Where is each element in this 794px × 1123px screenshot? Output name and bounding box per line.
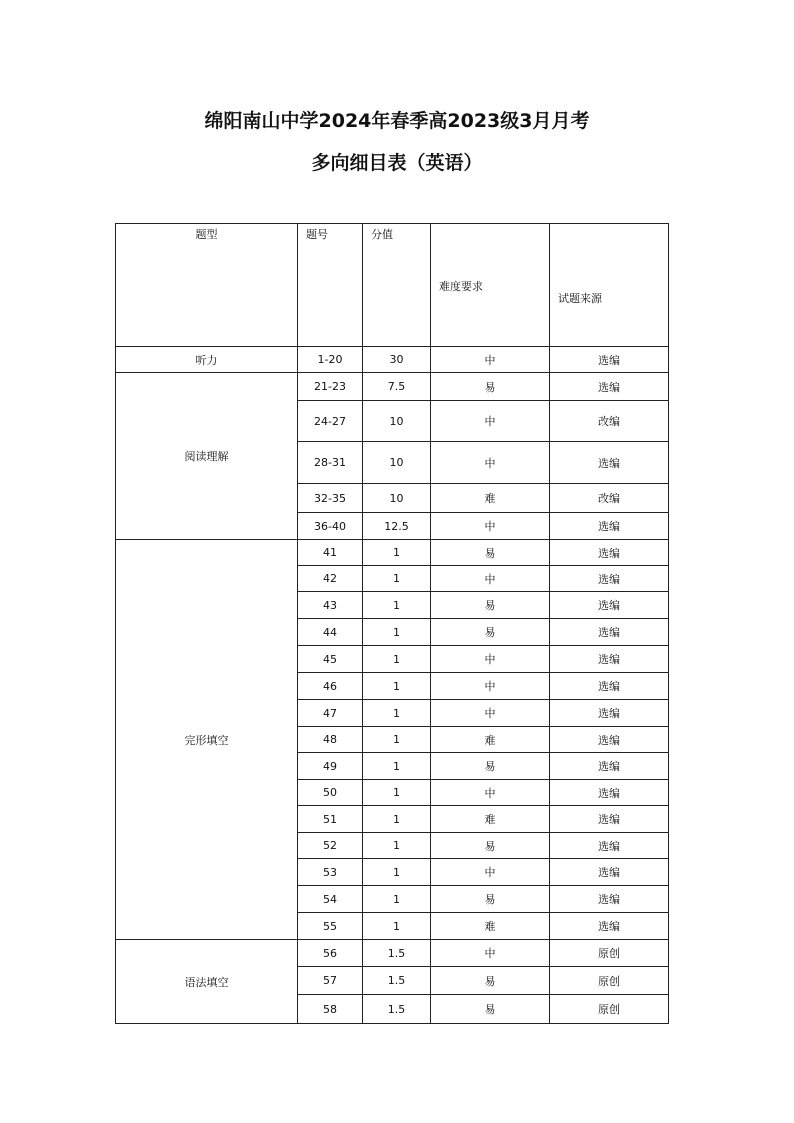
table-row (116, 540, 669, 566)
difficulty-cell: 难 (431, 484, 550, 513)
spec-table (115, 223, 669, 1024)
table-row (116, 347, 669, 373)
header-type: 题型 (116, 224, 298, 347)
score-cell: 1 (363, 592, 431, 619)
source-cell: 选编 (550, 673, 669, 700)
score-cell: 10 (363, 401, 431, 442)
number-cell: 47 (298, 700, 363, 727)
section-type-cell: 语法填空 (116, 940, 298, 1024)
number-cell: 51 (298, 806, 363, 833)
difficulty-cell: 易 (431, 753, 550, 780)
source-cell: 选编 (550, 727, 669, 753)
difficulty-cell: 难 (431, 806, 550, 833)
source-cell: 原创 (550, 940, 669, 967)
difficulty-cell: 难 (431, 727, 550, 753)
score-cell: 1.5 (363, 995, 431, 1024)
source-cell: 选编 (550, 513, 669, 540)
number-cell: 49 (298, 753, 363, 780)
difficulty-cell: 易 (431, 833, 550, 859)
difficulty-cell: 易 (431, 540, 550, 566)
source-cell: 选编 (550, 859, 669, 886)
score-cell: 1.5 (363, 967, 431, 995)
number-cell: 28-31 (298, 442, 363, 484)
score-cell: 1 (363, 727, 431, 753)
section-type-cell: 完形填空 (116, 540, 298, 940)
number-cell: 21-23 (298, 373, 363, 401)
difficulty-cell: 中 (431, 940, 550, 967)
number-cell: 50 (298, 780, 363, 806)
number-cell: 48 (298, 727, 363, 753)
number-cell: 52 (298, 833, 363, 859)
difficulty-cell: 中 (431, 780, 550, 806)
difficulty-cell: 中 (431, 673, 550, 700)
source-cell: 选编 (550, 373, 669, 401)
score-cell: 1 (363, 566, 431, 592)
score-cell: 10 (363, 442, 431, 484)
number-cell: 56 (298, 940, 363, 967)
score-cell: 1 (363, 700, 431, 727)
difficulty-cell: 中 (431, 859, 550, 886)
difficulty-cell: 中 (431, 566, 550, 592)
source-cell: 原创 (550, 967, 669, 995)
difficulty-cell: 易 (431, 967, 550, 995)
number-cell: 44 (298, 619, 363, 646)
number-cell: 45 (298, 646, 363, 673)
difficulty-cell: 中 (431, 513, 550, 540)
source-cell: 选编 (550, 347, 669, 373)
source-cell: 选编 (550, 442, 669, 484)
header-score: 分值 (363, 224, 431, 347)
source-cell: 选编 (550, 700, 669, 727)
score-cell: 1 (363, 619, 431, 646)
score-cell: 1 (363, 673, 431, 700)
number-cell: 1-20 (298, 347, 363, 373)
score-cell: 12.5 (363, 513, 431, 540)
number-cell: 53 (298, 859, 363, 886)
table-row (116, 373, 669, 401)
number-cell: 32-35 (298, 484, 363, 513)
section-type-cell: 阅读理解 (116, 373, 298, 540)
section-type-cell: 听力 (116, 347, 298, 373)
document-title: 绵阳南山中学2024年春季高2023级3月月考 (204, 110, 590, 132)
number-cell: 36-40 (298, 513, 363, 540)
header-difficulty: 难度要求 (431, 224, 550, 347)
score-cell: 7.5 (363, 373, 431, 401)
number-cell: 41 (298, 540, 363, 566)
score-cell: 1.5 (363, 940, 431, 967)
score-cell: 1 (363, 833, 431, 859)
source-cell: 选编 (550, 646, 669, 673)
score-cell: 1 (363, 780, 431, 806)
score-cell: 1 (363, 859, 431, 886)
number-cell: 24-27 (298, 401, 363, 442)
difficulty-cell: 中 (431, 700, 550, 727)
score-cell: 1 (363, 540, 431, 566)
score-cell: 1 (363, 913, 431, 940)
difficulty-cell: 易 (431, 619, 550, 646)
difficulty-cell: 中 (431, 442, 550, 484)
number-cell: 58 (298, 995, 363, 1024)
table-row (116, 940, 669, 967)
source-cell: 选编 (550, 566, 669, 592)
header-number: 题号 (298, 224, 363, 347)
score-cell: 30 (363, 347, 431, 373)
number-cell: 55 (298, 913, 363, 940)
source-cell: 选编 (550, 780, 669, 806)
score-cell: 1 (363, 806, 431, 833)
score-cell: 1 (363, 753, 431, 780)
number-cell: 42 (298, 566, 363, 592)
source-cell: 选编 (550, 619, 669, 646)
difficulty-cell: 易 (431, 995, 550, 1024)
difficulty-cell: 中 (431, 401, 550, 442)
source-cell: 原创 (550, 995, 669, 1024)
document-subtitle: 多向细目表（英语） (311, 152, 483, 174)
difficulty-cell: 易 (431, 373, 550, 401)
source-cell: 选编 (550, 753, 669, 780)
number-cell: 43 (298, 592, 363, 619)
difficulty-cell: 难 (431, 913, 550, 940)
source-cell: 选编 (550, 592, 669, 619)
score-cell: 1 (363, 646, 431, 673)
number-cell: 46 (298, 673, 363, 700)
difficulty-cell: 中 (431, 347, 550, 373)
number-cell: 54 (298, 886, 363, 913)
source-cell: 选编 (550, 833, 669, 859)
table-header-row (116, 224, 669, 347)
difficulty-cell: 中 (431, 646, 550, 673)
score-cell: 10 (363, 484, 431, 513)
score-cell: 1 (363, 886, 431, 913)
source-cell: 改编 (550, 484, 669, 513)
source-cell: 选编 (550, 913, 669, 940)
difficulty-cell: 易 (431, 886, 550, 913)
difficulty-cell: 易 (431, 592, 550, 619)
source-cell: 选编 (550, 806, 669, 833)
number-cell: 57 (298, 967, 363, 995)
header-source: 试题来源 (550, 224, 669, 347)
source-cell: 选编 (550, 886, 669, 913)
source-cell: 选编 (550, 540, 669, 566)
source-cell: 改编 (550, 401, 669, 442)
